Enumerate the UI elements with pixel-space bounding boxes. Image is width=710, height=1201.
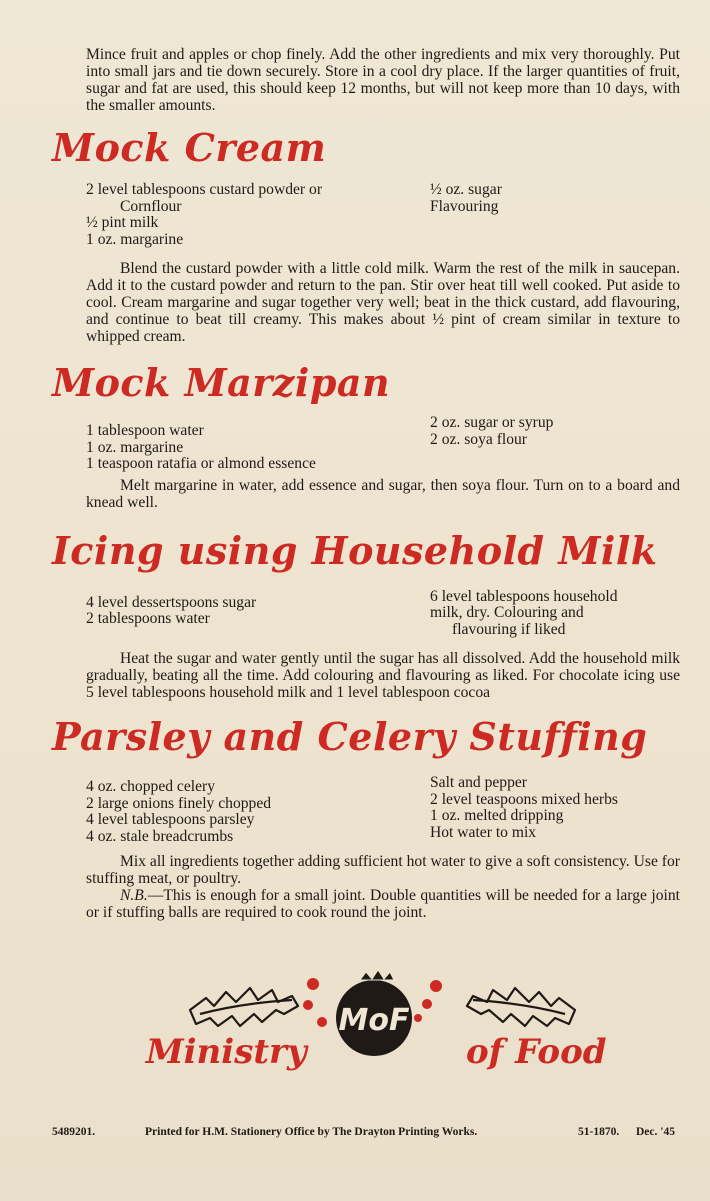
holly-left-icon (190, 988, 298, 1026)
ingredients-stuffing (86, 775, 680, 845)
method-stuffing: Mix all ingredients together adding sufficient hot water to give a soft consistency. Use for stuffing meat, or poultry. (86, 853, 680, 887)
note-text: —This is enough for a small joint. Double quantities will be needed for a large joint or if stuffing balls are required to cook round the joint. (86, 887, 680, 921)
ingredients-icing (86, 589, 680, 639)
ingredient: 1 oz. margarine (86, 230, 184, 248)
ingredient: Cornflour (120, 197, 182, 215)
ingredient: milk, dry. Colouring and (430, 604, 584, 621)
mof-emblem-icon (336, 970, 412, 1056)
ingredient: Flavouring (430, 197, 499, 215)
ingredient: 2 large onions finely chopped (86, 794, 272, 812)
emblem-text: MoF (338, 1003, 410, 1038)
ingredients-mock-marzipan (86, 414, 680, 473)
ministry-of-food-logo (0, 970, 710, 1100)
note-stuffing (86, 887, 680, 921)
ingredient: 4 level tablespoons parsley (86, 811, 255, 828)
ingredient: 2 level tablespoons custard powder or (86, 181, 323, 198)
ingredient: 2 oz. sugar or syrup (430, 414, 554, 431)
method-mock-cream: Blend the custard powder with a little cold milk. Warm the rest of the milk in saucepan. Add it to the custard powder and return to the pan. Stir over heat till well cooked. Put aside to cool. Cream margarine and sugar together very well; beat in the thick custard, add flavouring, and continue to beat till creamy. This makes about ½ pint of cream similar in texture to whipped cream. (86, 260, 680, 345)
ingredient: Hot water to mix (430, 823, 537, 841)
recipe-title-mock-cream: Mock Cream (52, 125, 327, 170)
ingredient: 2 tablespoons water (86, 610, 210, 627)
ingredient: Salt and pepper (430, 774, 527, 791)
ingredients-mock-cream (86, 182, 680, 248)
footer-code: 5489201. (52, 1126, 96, 1138)
ingredient: 1 teaspoon ratafia or almond essence (86, 455, 316, 472)
ingredient: ½ oz. sugar (430, 181, 502, 198)
method-mock-marzipan: Melt margarine in water, add essence and sugar, then soya flour. Turn on to a board and knead well. (86, 476, 680, 511)
method-icing: Heat the sugar and water gently until the sugar has all dissolved. Add the household milk gradually, beating all the time. Add colouring and flavouring as liked. For chocolate icing use 5 level tablespoons household milk and 1 level tablespoon cocoa (86, 650, 680, 701)
ingredient: 2 level teaspoons mixed herbs (430, 790, 618, 808)
ingredient: flavouring if liked (452, 620, 566, 638)
holly-right-icon (467, 988, 575, 1026)
ministry-word: Ministry (146, 1032, 307, 1072)
recipe-title-icing: Icing using Household Milk (52, 527, 658, 573)
recipe-title-mock-marzipan: Mock Marzipan (52, 360, 391, 405)
ingredient: ½ pint milk (86, 214, 159, 231)
ingredient: 6 level tablespoons household (430, 587, 618, 605)
of-food-word: of Food (466, 1032, 607, 1072)
ingredient: 1 oz. margarine (86, 438, 184, 456)
ingredient: 1 tablespoon water (86, 422, 204, 439)
recipe-title-stuffing: Parsley and Celery Stuffing (52, 714, 648, 759)
ingredient: 2 oz. soya flour (430, 430, 528, 448)
ingredient: 1 oz. melted dripping (430, 807, 564, 824)
recipe-content (52, 46, 680, 921)
ingredient: 4 level dessertspoons sugar (86, 593, 257, 611)
note-label: N.B. (120, 887, 148, 904)
footer-date: Dec. '45 (636, 1126, 675, 1138)
footer-ref: 51-1870. (578, 1126, 620, 1138)
intro-paragraph: Mince fruit and apples or chop finely. Add the other ingredients and mix very thoroughly. Put into small jars and tie down securely. Store in a cool dry place. If the larger quantities of fruit, sugar and fat are used, this should keep 12 months, but will not keep more than 10 days, with the smaller amounts. (86, 46, 680, 114)
ingredient: 4 oz. stale breadcrumbs (86, 827, 234, 845)
ingredient: 4 oz. chopped celery (86, 778, 216, 795)
footer-printer: Printed for H.M. Stationery Office by The Drayton Printing Works. (145, 1126, 478, 1138)
